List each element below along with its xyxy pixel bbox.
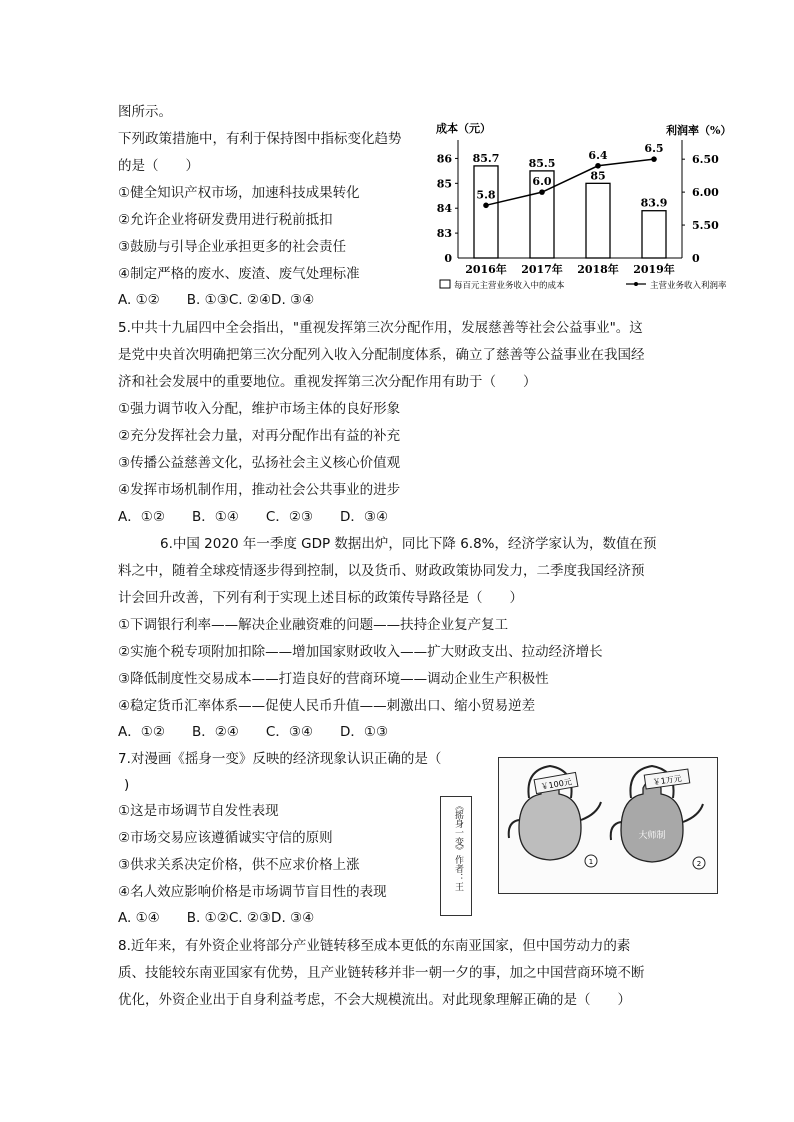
q4-option-2: ②允许企业将研发费用进行税前抵扣 <box>118 212 333 228</box>
right-tick-label: 6.50 <box>692 153 719 167</box>
teapot-left <box>509 766 601 867</box>
left-tick-label: 86 <box>436 152 452 166</box>
profit-point <box>595 163 601 169</box>
legend-bar-label: 每百元主营业务收入中的成本 <box>454 281 565 291</box>
profit-point-label: 5.8 <box>476 188 496 202</box>
left-tick-label: 84 <box>436 202 452 216</box>
q4-option-4: ④制定严格的废水、废渣、废气处理标准 <box>118 266 360 282</box>
legend-line-label: 主营业务收入利润率 <box>650 281 727 291</box>
right-tick-label-zero: 0 <box>692 252 700 265</box>
q6-line3: 计会回升改善，下列有利于实现上述目标的政策传导路径是（ ） <box>118 590 523 606</box>
q7-option-2: ②市场交易应该遵循诚实守信的原则 <box>118 830 333 846</box>
teapot-drawing <box>499 758 717 893</box>
right-axis-title: 利润率（%） <box>666 124 732 137</box>
profit-point <box>651 156 657 162</box>
q6-line1: 6.中国 2020 年一季度 GDP 数据出炉，同比下降 6.8%，经济学家认为，数值在预 <box>160 536 657 552</box>
right-tick-label: 5.50 <box>692 219 719 233</box>
q5-line1: 5.中共十九届四中全会指出，"重视发挥第三次分配作用，发展慈善等社会公益事业"。这 <box>118 320 643 336</box>
cartoon-number-2: 2 <box>696 860 702 868</box>
left-axis-title: 成本（元） <box>436 122 491 135</box>
q7-line1: 7.对漫画《摇身一变》反映的经济现象认识正确的是（ <box>118 751 442 767</box>
q4-answers: A. ①② B. ①③C. ②④D. ③④ <box>118 292 315 308</box>
profit-point-label: 6.5 <box>644 142 664 156</box>
cost-bar-label: 85.5 <box>528 156 556 170</box>
left-tick-label: 83 <box>436 227 452 241</box>
cost-profit-chart <box>434 118 740 298</box>
legend-line-point <box>634 282 638 286</box>
q5-option-2: ②充分发挥社会力量，对再分配作出有益的补充 <box>118 428 401 444</box>
q7-answers: A. ①④ B. ①②C. ②③D. ③④ <box>118 910 315 926</box>
q6-answers: A．①② B．②④ C．③④ D．①③ <box>118 724 389 740</box>
x-tick-label: 2018年 <box>577 263 619 276</box>
q4-stem-line2: 的是（ ） <box>118 158 199 174</box>
q8-line3: 优化，外资企业出于自身利益考虑，不会大规模流出。对此现象理解正确的是（ ） <box>118 992 631 1008</box>
teapot-right <box>611 766 705 869</box>
price-tag-right: ￥1万元 <box>652 774 683 787</box>
cost-bar <box>474 166 498 258</box>
q6-option-1: ①下调银行利率——解决企业融资难的问题——扶持企业复产复工 <box>118 617 509 633</box>
q8-line1: 8.近年来，有外资企业将部分产业链转移至成本更低的东南亚国家，但中国劳动力的素 <box>118 938 631 954</box>
chart-svg <box>434 118 740 298</box>
cost-bar-label: 85.7 <box>472 151 500 165</box>
left-tick-label-zero: 0 <box>444 252 452 265</box>
profit-point <box>539 189 545 195</box>
q7-option-3: ③供求关系决定价格，供不应求价格上涨 <box>118 857 360 873</box>
cost-bar-label: 85 <box>590 169 606 183</box>
q6-line2: 料之中，随着全球疫情逐步得到控制，以及货币、财政政策协同发力，二季度我国经济预 <box>118 563 645 579</box>
cartoon-caption: 《摇身一变》作者：王 <box>453 801 463 891</box>
cost-bar <box>642 211 666 258</box>
q8-line2: 质、技能较东南亚国家有优势，且产业链转移并非一朝一夕的事，加之中国营商环境不断 <box>118 965 645 981</box>
profit-point <box>483 202 489 208</box>
q5-line3: 济和社会发展中的重要地位。重视发挥第三次分配作用有助于（ ） <box>118 374 537 390</box>
q4-option-1: ①健全知识产权市场，加速科技成果转化 <box>118 185 360 201</box>
q5-line2: 是党中央首次明确把第三次分配列入收入分配制度体系，确立了慈善等公益事业在我国经 <box>118 347 645 363</box>
cartoon-number-1: 1 <box>588 858 594 866</box>
cost-bar <box>586 183 610 258</box>
profit-point-label: 6.0 <box>532 175 552 189</box>
q5-option-1: ①强力调节收入分配，维护市场主体的良好形象 <box>118 401 401 417</box>
master-made-label: 大师制 <box>638 831 666 841</box>
q4-intro: 图所示。 <box>118 104 172 120</box>
left-tick-label: 85 <box>436 177 452 191</box>
right-tick-label: 6.00 <box>692 186 719 200</box>
q4-stem-line1: 下列政策措施中，有利于保持图中指标变化趋势 <box>118 131 402 147</box>
q7-line2: ) <box>124 777 130 793</box>
x-tick-label: 2019年 <box>633 263 675 276</box>
cartoon-illustration <box>498 757 718 894</box>
cost-bar-label: 83.9 <box>640 196 668 210</box>
q5-option-4: ④发挥市场机制作用，推动社会公共事业的进步 <box>118 482 401 498</box>
legend-bar-swatch <box>440 280 450 288</box>
cartoon-caption-box <box>440 796 472 916</box>
profit-line <box>486 156 654 205</box>
q6-option-4: ④稳定货币汇率体系——促使人民币升值——刺激出口、缩小贸易逆差 <box>118 698 536 714</box>
q7-option-1: ①这是市场调节自发性表现 <box>118 803 279 819</box>
profit-point-label: 6.4 <box>588 148 608 162</box>
q6-option-3: ③降低制度性交易成本——打造良好的营商环境——调动企业生产积极性 <box>118 671 549 687</box>
q4-option-3: ③鼓励与引导企业承担更多的社会责任 <box>118 239 347 255</box>
q6-option-2: ②实施个税专项附加扣除——增加国家财政收入——扩大财政支出、拉动经济增长 <box>118 644 603 660</box>
q5-answers: A．①② B．①④ C．②③ D．③④ <box>118 509 389 525</box>
x-tick-label: 2016年 <box>465 263 507 276</box>
q7-option-4: ④名人效应影响价格是市场调节盲目性的表现 <box>118 884 387 900</box>
price-tag-left: ￥100元 <box>540 777 573 792</box>
q5-option-3: ③传播公益慈善文化，弘扬社会主义核心价值观 <box>118 455 401 471</box>
x-tick-label: 2017年 <box>521 263 563 276</box>
